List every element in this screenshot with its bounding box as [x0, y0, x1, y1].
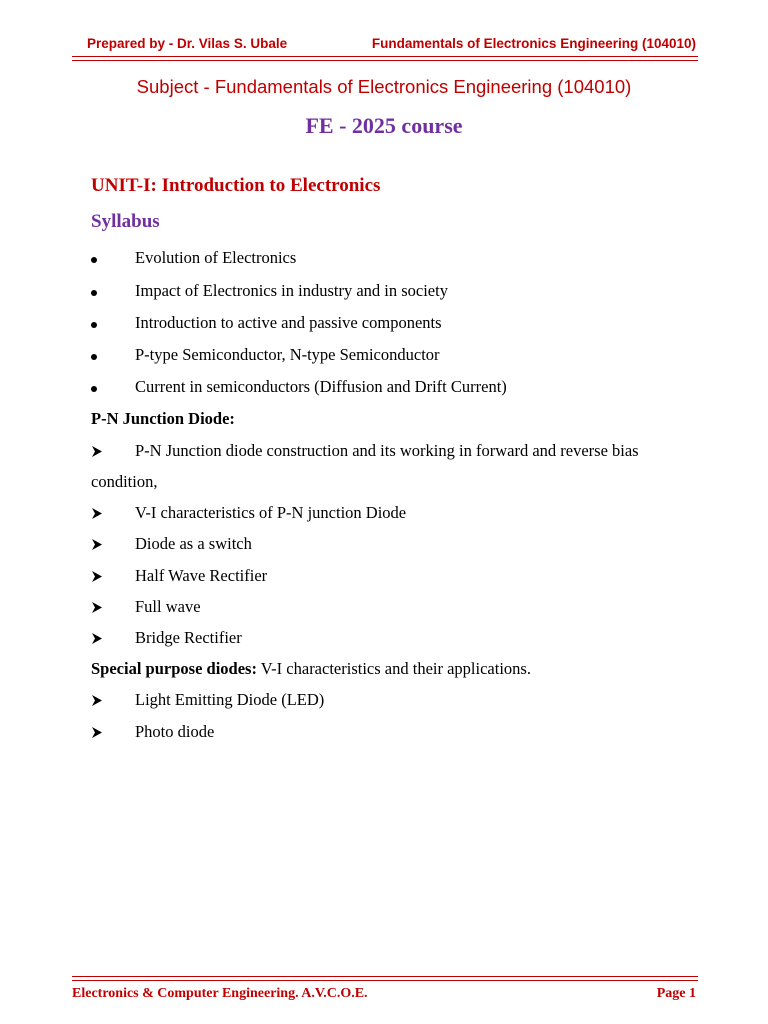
header-rule-thick — [72, 56, 698, 57]
syllabus-item-text: P-type Semiconductor, N-type Semiconductor — [135, 345, 440, 364]
bullet-icon — [91, 377, 121, 397]
arrow-bullet-icon — [91, 597, 121, 614]
subject-title: Subject - Fundamentals of Electronics Engineering (104010) — [136, 76, 632, 97]
syllabus-heading: Syllabus — [91, 211, 160, 232]
header-subject-code: Fundamentals of Electronics Engineering (104010) — [371, 36, 696, 51]
syllabus-item-text: Evolution of Electronics — [135, 248, 297, 267]
pn-item-continuation: condition, — [91, 472, 158, 491]
bullet-icon — [91, 248, 121, 268]
arrow-bullet-icon — [91, 534, 121, 551]
pn-item-text: Half Wave Rectifier — [135, 566, 268, 585]
header-prepared-by: Prepared by - Dr. Vilas S. Ubale — [87, 36, 288, 51]
arrow-bullet-icon — [91, 566, 121, 583]
syllabus-item-text: Current in semiconductors (Diffusion and Drift Current) — [135, 377, 507, 396]
arrow-bullet-icon — [91, 722, 121, 739]
special-diodes-heading: Special purpose diodes: V-I characteristics and their applications. — [91, 659, 531, 678]
pn-junction-heading: P-N Junction Diode: — [91, 409, 235, 428]
pn-item-text: Diode as a switch — [135, 534, 252, 553]
unit-heading: UNIT-I: Introduction to Electronics — [91, 175, 381, 196]
arrow-bullet-icon — [91, 690, 121, 707]
course-title: FE - 2025 course — [305, 113, 463, 138]
footer-page-number: Page 1 — [656, 986, 696, 1001]
pn-item-text: Bridge Rectifier — [135, 628, 242, 647]
bullet-icon — [91, 345, 121, 365]
arrow-bullet-icon — [91, 628, 121, 645]
special-item-text: Light Emitting Diode (LED) — [135, 690, 325, 709]
bullet-icon — [91, 313, 121, 333]
syllabus-item-text: Introduction to active and passive components — [135, 313, 442, 332]
footer-rule-thin — [72, 976, 698, 977]
pn-item-text: V-I characteristics of P-N junction Diode — [135, 503, 407, 522]
footer-department: Electronics & Computer Engineering. A.V.C.O.E. — [72, 986, 368, 1001]
pn-item-text: P-N Junction diode construction and its working in forward and reverse bias — [135, 441, 639, 460]
header-rule-thin — [72, 60, 698, 61]
footer-rule-thick — [72, 980, 698, 981]
pn-item-text: Full wave — [135, 597, 201, 616]
special-item-text: Photo diode — [135, 722, 215, 741]
arrow-bullet-icon — [91, 503, 121, 520]
bullet-icon — [91, 281, 121, 301]
syllabus-item-text: Impact of Electronics in industry and in society — [135, 281, 448, 300]
arrow-bullet-icon — [91, 441, 121, 458]
